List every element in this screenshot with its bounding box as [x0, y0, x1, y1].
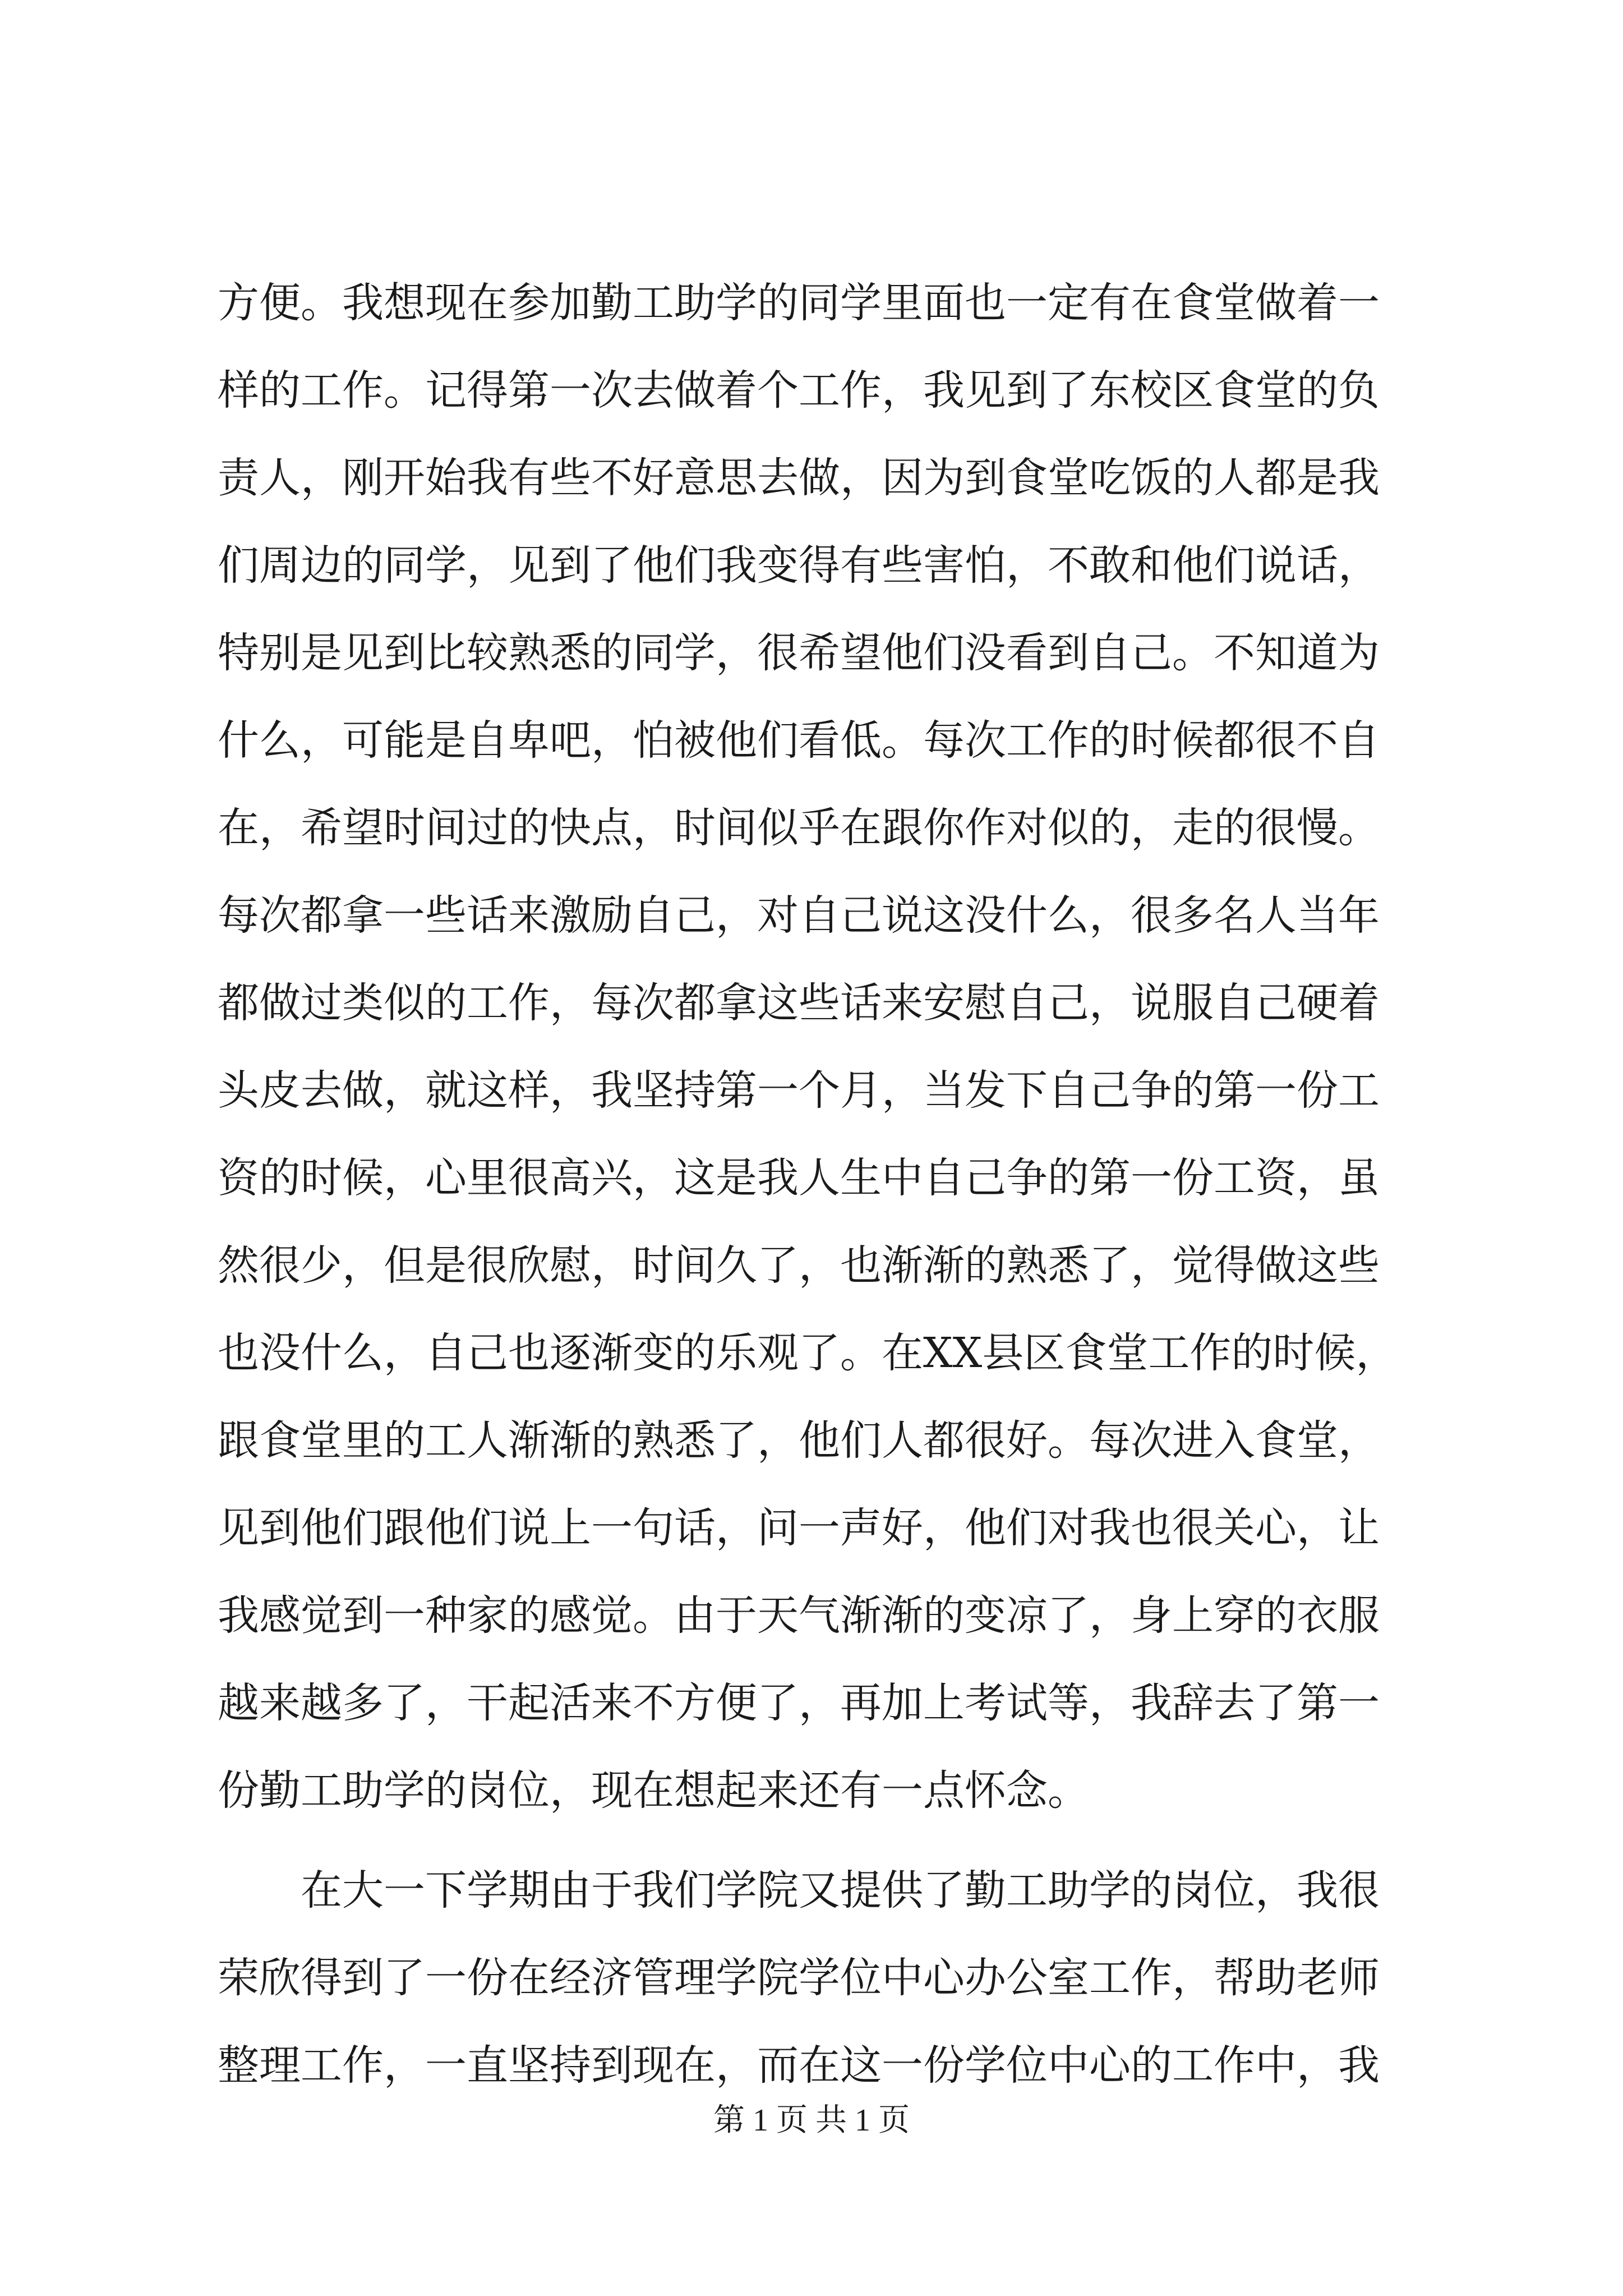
text-line: 然很少，但是很欣慰，时间久了，也渐渐的熟悉了，觉得做这些: [218, 1241, 1380, 1290]
text-line: 样的工作。记得第一次去做着个工作，我见到了东校区食堂的负: [218, 366, 1380, 415]
text-line: 见到他们跟他们说上一句话，问一声好，他们对我也很关心，让: [218, 1504, 1380, 1552]
paragraph-2: [218, 1847, 1412, 2109]
text-line: 荣欣得到了一份在经济管理学院学位中心办公室工作，帮助老师: [218, 1954, 1380, 2002]
text-line: 头皮去做，就这样，我坚持第一个月，当发下自己争的第一份工: [218, 1066, 1380, 1115]
text-line: 方便。我想现在参加勤工助学的同学里面也一定有在食堂做着一: [218, 279, 1380, 327]
document-body: [218, 259, 1412, 2109]
text-line: 份勤工助学的岗位，现在想起来还有一点怀念。: [218, 1766, 1089, 1815]
text-line: 我感觉到一种家的感觉。由于天气渐渐的变凉了，身上穿的衣服: [218, 1591, 1380, 1640]
text-line: 在，希望时间过的快点，时间似乎在跟你作对似的，走的很慢。: [218, 804, 1380, 852]
text-line: 们周边的同学，见到了他们我变得有些害怕，不敢和他们说话，: [218, 541, 1380, 590]
text-line: 资的时候，心里很高兴，这是我人生中自己争的第一份工资，虽: [218, 1154, 1380, 1202]
page-number-label: 第 1 页 共 1 页: [713, 2103, 910, 2138]
page-footer: [0, 2098, 1623, 2143]
text-line: 特别是见到比较熟悉的同学，很希望他们没看到自己。不知道为: [218, 629, 1380, 677]
text-line: 整理工作，一直坚持到现在，而在这一份学位中心的工作中，我: [218, 2041, 1380, 2090]
text-line: 都做过类似的工作，每次都拿这些话来安慰自己，说服自己硬着: [218, 979, 1380, 1027]
text-line: 跟食堂里的工人渐渐的熟悉了，他们人都很好。每次进入食堂，: [218, 1416, 1380, 1465]
text-line: 越来越多了，干起活来不方便了，再加上考试等，我辞去了第一: [218, 1679, 1380, 1727]
text-line: 在大一下学期由于我们学院又提供了勤工助学的岗位，我很: [301, 1866, 1380, 1915]
text-line: 责人，刚开始我有些不好意思去做，因为到食堂吃饭的人都是我: [218, 454, 1380, 502]
paragraph-1: [218, 259, 1412, 1834]
text-line: 每次都拿一些话来激励自己，对自己说这没什么，很多名人当年: [218, 891, 1380, 940]
text-line: 什么，可能是自卑吧，怕被他们看低。每次工作的时候都很不自: [218, 716, 1380, 765]
text-line: 也没什么，自己也逐渐变的乐观了。在XX县区食堂工作的时候，: [218, 1329, 1398, 1377]
